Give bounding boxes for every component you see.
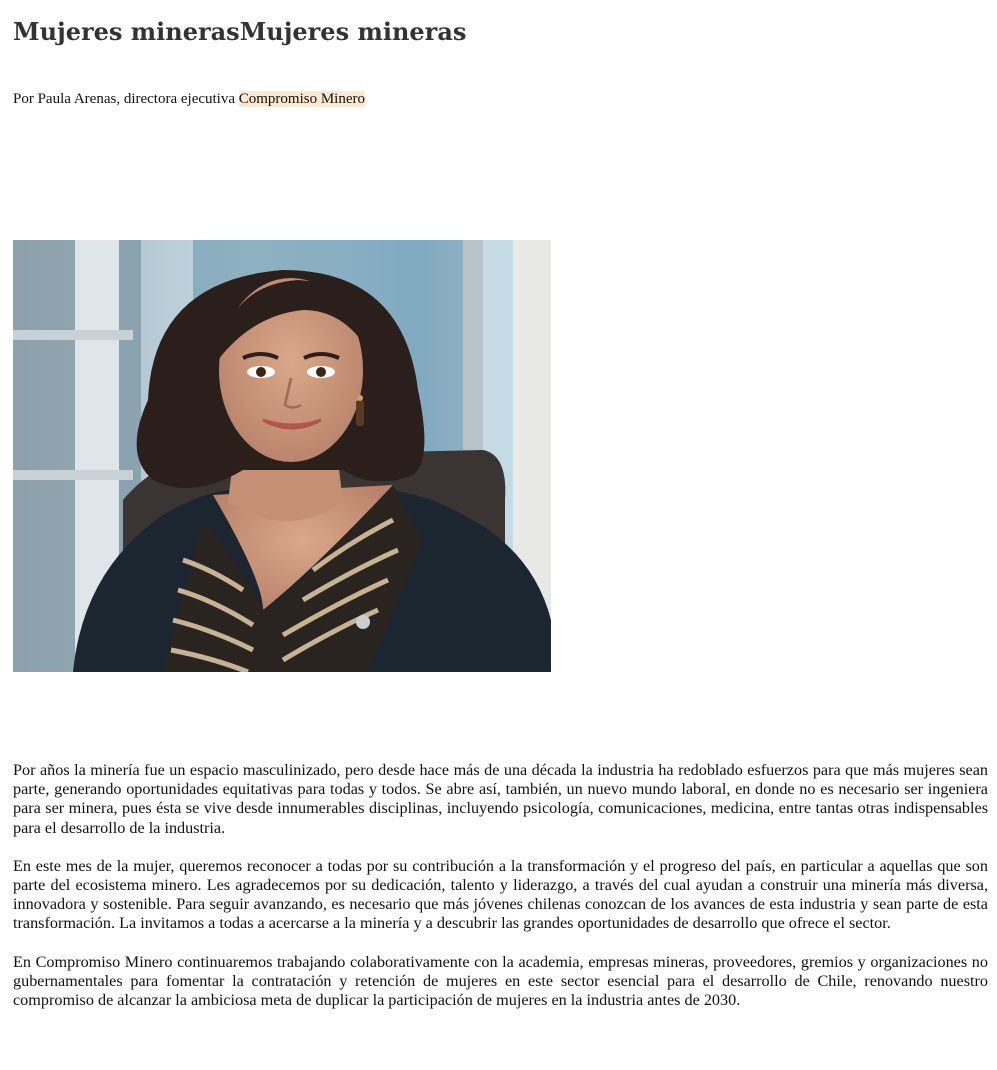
article-body <box>13 761 988 1029</box>
paragraph-2: En este mes de la mujer, queremos reconocer a todas por su contribución a la transformación y el progreso del país, en particular a aquellas que son parte del ecosistema minero. Les agradecemos por su dedicación, talento y liderazgo, a través del cual ayudan a construir una minería más diversa, innovadora y sostenible. Para seguir avanzando, es necesario que más jóvenes chilenas conozcan de los avances de esta industria y sean parte de esta transformación. La invitamos a todas a acercarse a la minería y a descubrir las grandes oportunidades de desarrollo que ofrece el sector. <box>13 856 988 933</box>
byline-organization-link[interactable]: Compromiso Minero <box>238 91 365 107</box>
portrait-icon <box>13 240 551 672</box>
article-title: Mujeres minerasMujeres mineras <box>13 17 467 46</box>
paragraph-3: En Compromiso Minero continuaremos trabajando colaborativamente con la academia, empresas mineras, proveedores, gremios y organizaciones no gubernamentales para fomentar la contratación y retención de mujeres en este sector esencial para el desarrollo de Chile, renovando nuestro compromiso de alcanzar la ambiciosa meta de duplicar la participación de mujeres en la industria antes de 2030. <box>13 952 988 1010</box>
byline-author: Por Paula Arenas, directora ejecutiva <box>13 91 239 107</box>
byline <box>13 89 365 109</box>
author-portrait-photo <box>13 240 551 672</box>
paragraph-1: Por años la minería fue un espacio masculinizado, pero desde hace más de una década la industria ha redoblado esfuerzos para que más mujeres sean parte, generando oportunidades equitativas para todas y todos. Se abre así, también, un nuevo mundo laboral, en donde no es necesario ser ingeniera para ser minera, pues ésta se vive desde innumerables disciplinas, incluyendo psicología, comunicaciones, medicina, entre tantas otras indispensables para el desarrollo de la industria. <box>13 761 988 837</box>
